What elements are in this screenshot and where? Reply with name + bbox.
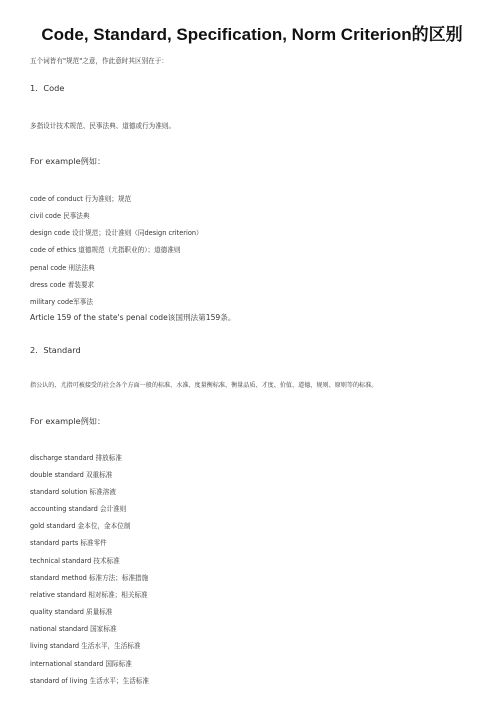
list-item: technical standard 技术标准 <box>30 557 120 565</box>
section-description-standard: 指公认的、尤指可被接受的社会各个方面一般的标准、水准、度量衡标准、衡量品质、才度、价值、道德、规则、原则等的标准。 <box>30 382 378 389</box>
list-item: double standard 双重标准 <box>30 471 113 479</box>
article-example: Article 159 of the state's penal code该国刑法第159条。 <box>30 313 236 322</box>
list-item: standard parts 标准零件 <box>30 539 107 547</box>
example-label-standard: For example例如： <box>30 416 106 426</box>
list-item: code of conduct 行为准则；规范 <box>30 195 132 203</box>
list-item: accounting standard 会计准则 <box>30 505 127 513</box>
list-item: civil code 民事法典 <box>30 212 90 220</box>
example-label-code: For example例如： <box>30 156 106 166</box>
list-item: military code军事法 <box>30 298 93 306</box>
list-item: international standard 国际标准 <box>30 660 132 668</box>
list-item: standard of living 生活水平；生活标准 <box>30 677 149 685</box>
list-item: relative standard 相对标准；相关标准 <box>30 591 148 599</box>
list-item: penal code 刑法法典 <box>30 264 95 272</box>
list-item: living standard 生活水平，生活标准 <box>30 642 141 650</box>
list-item: national standard 国家标准 <box>30 625 117 633</box>
list-item: dress code 着装要求 <box>30 281 95 289</box>
list-item: discharge standard 排放标准 <box>30 454 122 462</box>
intro-text: 五个词皆有"规范"之意，作此意时其区别在于： <box>30 57 168 65</box>
section-heading-code: 1．Code <box>30 83 65 93</box>
page-title: Code, Standard, Specification, Norm Criterion的区别 <box>41 25 463 44</box>
list-item: gold standard 金本位，金本位制 <box>30 522 131 530</box>
list-item: quality standard 质量标准 <box>30 608 113 616</box>
section-heading-standard: 2．Standard <box>30 345 81 355</box>
list-item: code of ethics 道德规范（尤指职业的）；道德准则 <box>30 246 181 254</box>
list-item: standard solution 标准溶液 <box>30 488 116 496</box>
section-description-code: 多指设计技术规范、民事法典、道德或行为准则。 <box>30 122 176 130</box>
list-item: standard method 标准方法；标准措施 <box>30 574 149 582</box>
list-item: design code 设计规范；设计准则（同design criterion） <box>30 229 203 237</box>
